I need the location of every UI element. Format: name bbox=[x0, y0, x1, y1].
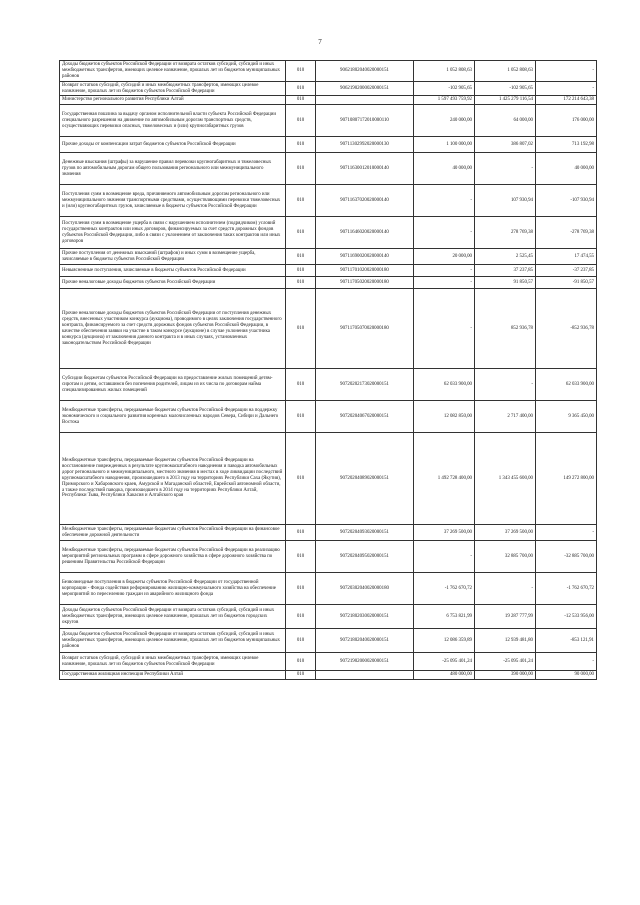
row-code-cell: 010 bbox=[286, 671, 316, 680]
row-name-cell: Доходы бюджетов субъектов Российской Федерации от возврата остатков субсидий, субсидий и иных межбюджетных трансфертов, имеющих целевое назначение, прошлых лет из бюджетов городских округов bbox=[60, 605, 286, 629]
row-approved-cell: 1 597 493 759,92 bbox=[414, 96, 475, 105]
row-remaining-cell: - bbox=[536, 525, 597, 541]
row-code-cell: 010 bbox=[286, 185, 316, 217]
table-body bbox=[60, 61, 597, 680]
row-remaining-cell: -1 762 670,72 bbox=[536, 573, 597, 605]
row-executed-cell: 852 936,78 bbox=[475, 289, 536, 369]
row-executed-cell: 386 807,02 bbox=[475, 137, 536, 153]
row-code-cell: 010 bbox=[286, 653, 316, 671]
row-name-cell: Безвозмездные поступления в бюджеты субъектов Российской Федерации от государственной корпорации - Фонда содействия реформированию жилищно-коммунального хозяйства на обеспечение мероприятий по переселению граждан из аварийного жилищного фонда bbox=[60, 573, 286, 605]
row-name-cell: Возврат остатков субсидий, субсидий и иных межбюджетных трансфертов, имеющих целевое назначение, прошлых лет из бюджетов субъектов Российской Федерации bbox=[60, 653, 286, 671]
row-remaining-cell: -32 885 700,00 bbox=[536, 541, 597, 573]
row-name-cell: Государственная жилищная инспекция Республики Алтай bbox=[60, 671, 286, 680]
row-kbk-cell: 90711637020020000140 bbox=[316, 185, 414, 217]
row-approved-cell: 12 082 850,00 bbox=[414, 401, 475, 433]
row-remaining-cell: 172 214 643,38 bbox=[536, 96, 597, 105]
row-code-cell: 010 bbox=[286, 605, 316, 629]
row-kbk-cell: 90721802040020000151 bbox=[316, 629, 414, 653]
row-code-cell: 010 bbox=[286, 401, 316, 433]
row-remaining-cell: 713 192,98 bbox=[536, 137, 597, 153]
row-executed-cell: - bbox=[475, 153, 536, 185]
row-code-cell: 010 bbox=[286, 289, 316, 369]
row-name-cell: Денежные взыскания (штрафы) за нарушение правил перевозки крупногабаритных и тяжеловесных грузов по автомобильным дорогам общего пользования регионального или межмуниципального значения bbox=[60, 153, 286, 185]
row-approved-cell: - bbox=[414, 289, 475, 369]
row-remaining-cell: -107 930,94 bbox=[536, 185, 597, 217]
row-remaining-cell: - bbox=[536, 81, 597, 96]
row-executed-cell: - bbox=[475, 369, 536, 401]
row-remaining-cell: -853 121,91 bbox=[536, 629, 597, 653]
row-name-cell: Прочие доходы от компенсации затрат бюджетов субъектов Российской Федерации bbox=[60, 137, 286, 153]
table-row bbox=[60, 137, 597, 153]
row-name-cell: Межбюджетные трансферты, передаваемые бюджетам субъектов Российской Федерации на поддержку экономического и социального развития коренных малочисленных народов Севера, Сибири и Дальнего Востока bbox=[60, 401, 286, 433]
row-remaining-cell: 62 033 900,00 bbox=[536, 369, 597, 401]
row-code-cell: 010 bbox=[286, 629, 316, 653]
row-approved-cell: - bbox=[414, 277, 475, 289]
row-kbk-cell: 90720204067020000151 bbox=[316, 401, 414, 433]
table-row bbox=[60, 217, 597, 249]
row-approved-cell: -102 905,65 bbox=[414, 81, 475, 96]
row-kbk-cell: 90720202173020000151 bbox=[316, 369, 414, 401]
row-kbk-cell: 90621802040020000151 bbox=[316, 61, 414, 82]
row-code-cell: 010 bbox=[286, 61, 316, 82]
table-row bbox=[60, 369, 597, 401]
row-code-cell: 010 bbox=[286, 433, 316, 525]
table-row bbox=[60, 629, 597, 653]
row-code-cell: 010 bbox=[286, 137, 316, 153]
row-kbk-cell: 90711701020020000180 bbox=[316, 265, 414, 277]
row-approved-cell: - bbox=[414, 541, 475, 573]
row-executed-cell: 1 425 279 116,54 bbox=[475, 96, 536, 105]
row-remaining-cell: - bbox=[536, 653, 597, 671]
row-executed-cell: 2 525,45 bbox=[475, 249, 536, 265]
row-code-cell: 010 bbox=[286, 525, 316, 541]
row-name-cell: Министерство регионального развития Республики Алтай bbox=[60, 96, 286, 105]
row-name-cell: Возврат остатков субсидий, субсидий и иных межбюджетных трансфертов, имеющих целевое назначение, прошлых лет из бюджетов субъектов Российской Федерации bbox=[60, 81, 286, 96]
row-executed-cell: 91 850,57 bbox=[475, 277, 536, 289]
table-row bbox=[60, 433, 597, 525]
row-executed-cell: 12 939 481,80 bbox=[475, 629, 536, 653]
row-name-cell: Поступления сумм в возмещение вреда, причиняемого автомобильным дорогам регионального или межмуниципального значения транспортными средствами, осуществляющими перевозки тяжеловесных и (или) крупногабаритных грузов, зачисляемые в бюджеты субъектов Российской Федерации bbox=[60, 185, 286, 217]
table-row bbox=[60, 653, 597, 671]
row-executed-cell: 1 343 455 600,00 bbox=[475, 433, 536, 525]
row-code-cell: 010 bbox=[286, 81, 316, 96]
row-code-cell: 010 bbox=[286, 249, 316, 265]
table-row bbox=[60, 105, 597, 137]
table-row bbox=[60, 605, 597, 629]
row-remaining-cell: -852 936,78 bbox=[536, 289, 597, 369]
row-kbk-cell: 90721802030020000151 bbox=[316, 605, 414, 629]
row-remaining-cell: 149 272 800,00 bbox=[536, 433, 597, 525]
table-row bbox=[60, 185, 597, 217]
row-remaining-cell: 9 365 450,00 bbox=[536, 401, 597, 433]
row-remaining-cell: -91 850,57 bbox=[536, 277, 597, 289]
row-approved-cell: -25 095 401,24 bbox=[414, 653, 475, 671]
row-remaining-cell: 17 474,55 bbox=[536, 249, 597, 265]
row-executed-cell: 37 237,85 bbox=[475, 265, 536, 277]
table-row bbox=[60, 61, 597, 82]
row-kbk-cell: 90711630012010000140 bbox=[316, 153, 414, 185]
row-remaining-cell: -37 237,85 bbox=[536, 265, 597, 277]
row-executed-cell: 19 287 777,99 bbox=[475, 605, 536, 629]
table-row bbox=[60, 277, 597, 289]
row-remaining-cell: 176 000,00 bbox=[536, 105, 597, 137]
row-executed-cell: - bbox=[475, 573, 536, 605]
row-kbk-cell: 90720204093020000151 bbox=[316, 525, 414, 541]
table-row bbox=[60, 265, 597, 277]
row-approved-cell: 20 000,00 bbox=[414, 249, 475, 265]
table-row bbox=[60, 525, 597, 541]
row-executed-cell: -25 095 401,24 bbox=[475, 653, 536, 671]
row-name-cell: Доходы бюджетов субъектов Российской Федерации от возврата остатков субсидий, субсидий и иных межбюджетных трансфертов, имеющих целевое назначение, прошлых лет из бюджетов муниципальных районов bbox=[60, 61, 286, 82]
row-name-cell: Прочие неналоговые доходы бюджетов субъектов Российской Федерации bbox=[60, 277, 286, 289]
table-row bbox=[60, 289, 597, 369]
row-code-cell: 010 bbox=[286, 573, 316, 605]
row-kbk-cell: 90710807172010000110 bbox=[316, 105, 414, 137]
table-row bbox=[60, 96, 597, 105]
row-kbk-cell bbox=[316, 96, 414, 105]
row-approved-cell: 480 000,00 bbox=[414, 671, 475, 680]
table-row bbox=[60, 401, 597, 433]
row-code-cell: 010 bbox=[286, 265, 316, 277]
row-kbk-cell: 90711705070020000180 bbox=[316, 289, 414, 369]
row-name-cell: Прочие неналоговые доходы бюджетов субъектов Российской Федерации от поступления денежных средств, внесенных участником конкурса (аукциона), проводимого в целях заключения государственного контракта, финансируемого за счет средств дорожных фондов субъектов Российской Федерации, в качестве обеспечения заявки на участие в таком конкурсе (аукционе) в случае уклонения участника конкурса (аукциона) от заключения данного контракта и в иных случаях, установленных законодательством Российской Федерации bbox=[60, 289, 286, 369]
row-approved-cell: - bbox=[414, 217, 475, 249]
row-name-cell: Межбюджетные трансферты, передаваемые бюджетам субъектов Российской Федерации на финансовое обеспечение дорожной деятельности bbox=[60, 525, 286, 541]
row-name-cell: Межбюджетные трансферты, передаваемые бюджетам субъектов Российской Федерации на реализацию мероприятий региональных программ в сфере дорожного хозяйства в сфере дорожного хозяйства по решениям Правительства Российской Федерации bbox=[60, 541, 286, 573]
row-approved-cell: 240 000,00 bbox=[414, 105, 475, 137]
row-name-cell: Прочие поступления от денежных взысканий (штрафов) и иных сумм в возмещение ущерба, зачисляемые в бюджеты субъектов Российской Федерации bbox=[60, 249, 286, 265]
row-code-cell: 010 bbox=[286, 105, 316, 137]
row-approved-cell: 6 753 821,99 bbox=[414, 605, 475, 629]
table-row bbox=[60, 573, 597, 605]
row-remaining-cell: -12 533 956,00 bbox=[536, 605, 597, 629]
row-name-cell: Доходы бюджетов субъектов Российской Федерации от возврата остатков субсидий, субсидий и иных межбюджетных трансфертов, имеющих целевое назначение, прошлых лет из бюджетов муниципальных районов bbox=[60, 629, 286, 653]
row-name-cell: Государственная пошлина за выдачу органом исполнительной власти субъекта Российской Федерации специального разрешения на движение по автомобильным дорогам транспортных средств, осуществляющих перевозки опасных, тяжеловесных и (или) крупногабаритных грузов bbox=[60, 105, 286, 137]
budget-income-table bbox=[59, 60, 597, 680]
row-executed-cell: 107 930,94 bbox=[475, 185, 536, 217]
row-name-cell: Субсидии бюджетам субъектов Российской Федерации на предоставление жилых помещений детям-сиротам и детям, оставшимся без попечения родителей, лицам из их числа по договорам найма специализированных жилых помещений bbox=[60, 369, 286, 401]
row-kbk-cell: 90711302992020000130 bbox=[316, 137, 414, 153]
row-approved-cell: -1 762 670,72 bbox=[414, 573, 475, 605]
row-executed-cell: 64 000,00 bbox=[475, 105, 536, 137]
row-approved-cell: 1 052 808,63 bbox=[414, 61, 475, 82]
row-code-cell: 010 bbox=[286, 277, 316, 289]
row-approved-cell: - bbox=[414, 185, 475, 217]
row-kbk-cell: 90720204095020000151 bbox=[316, 541, 414, 573]
table-row bbox=[60, 153, 597, 185]
row-remaining-cell: 90 000,00 bbox=[536, 671, 597, 680]
row-approved-cell: 37 269 500,00 bbox=[414, 525, 475, 541]
table-row bbox=[60, 81, 597, 96]
row-remaining-cell: - bbox=[536, 61, 597, 82]
row-kbk-cell: 90621902000020000151 bbox=[316, 81, 414, 96]
table-row bbox=[60, 249, 597, 265]
row-code-cell: 010 bbox=[286, 217, 316, 249]
table-row bbox=[60, 541, 597, 573]
row-approved-cell: 40 000,00 bbox=[414, 153, 475, 185]
row-executed-cell: 278 769,38 bbox=[475, 217, 536, 249]
row-kbk-cell: 90720302040020000180 bbox=[316, 573, 414, 605]
row-approved-cell: 12 086 359,89 bbox=[414, 629, 475, 653]
row-code-cell: 010 bbox=[286, 541, 316, 573]
row-executed-cell: 1 052 808,63 bbox=[475, 61, 536, 82]
row-approved-cell: 62 033 900,00 bbox=[414, 369, 475, 401]
row-kbk-cell: 90711705020020000180 bbox=[316, 277, 414, 289]
row-executed-cell: 32 885 700,00 bbox=[475, 541, 536, 573]
row-kbk-cell bbox=[316, 671, 414, 680]
row-name-cell: Невыясненные поступления, зачисляемые в бюджеты субъектов Российской Федерации bbox=[60, 265, 286, 277]
row-kbk-cell: 90721902000020000151 bbox=[316, 653, 414, 671]
row-executed-cell: -102 905,65 bbox=[475, 81, 536, 96]
table-row bbox=[60, 671, 597, 680]
row-remaining-cell: -278 769,38 bbox=[536, 217, 597, 249]
row-kbk-cell: 90711690020020000140 bbox=[316, 249, 414, 265]
row-approved-cell: 1 100 000,00 bbox=[414, 137, 475, 153]
row-name-cell: Поступления сумм в возмещение ущерба в связи с нарушением исполнителем (подрядчиком) условий государственных контрактов или иных договоров, финансируемых за счет средств дорожных фондов субъектов Российской Федерации, либо в связи с уклонением от заключения таких контрактов или иных договоров bbox=[60, 217, 286, 249]
row-kbk-cell: 90720204089020000151 bbox=[316, 433, 414, 525]
row-approved-cell: - bbox=[414, 265, 475, 277]
row-executed-cell: 37 269 500,00 bbox=[475, 525, 536, 541]
row-approved-cell: 1 492 728 400,00 bbox=[414, 433, 475, 525]
row-name-cell: Межбюджетные трансферты, передаваемые бюджетам субъектов Российской Федерации на восстановление поврежденных в результате крупномасштабного наводнения и паводка автомобильных дорог регионального и межмуниципального, местного значения в местах в ходе ликвидации последствий крупномасштабного наводнения, произошедшего в 2013 году на территориях Республики Саха (Якутия), Приморского и Хабаровского краев, Амурской и Магаданской областей, Еврейской автономной области, а также последствий паводка, произошедшего в 2014 году на территориях Республики Алтай, Республики Тыва, Республики Хакасия и Алтайского края bbox=[60, 433, 286, 525]
row-kbk-cell: 90711646020020000140 bbox=[316, 217, 414, 249]
row-code-cell: 010 bbox=[286, 369, 316, 401]
row-executed-cell: 390 000,00 bbox=[475, 671, 536, 680]
row-code-cell: 010 bbox=[286, 153, 316, 185]
row-code-cell: 010 bbox=[286, 96, 316, 105]
row-remaining-cell: 40 000,00 bbox=[536, 153, 597, 185]
row-executed-cell: 2 717 400,00 bbox=[475, 401, 536, 433]
page-number: 7 bbox=[318, 38, 322, 46]
